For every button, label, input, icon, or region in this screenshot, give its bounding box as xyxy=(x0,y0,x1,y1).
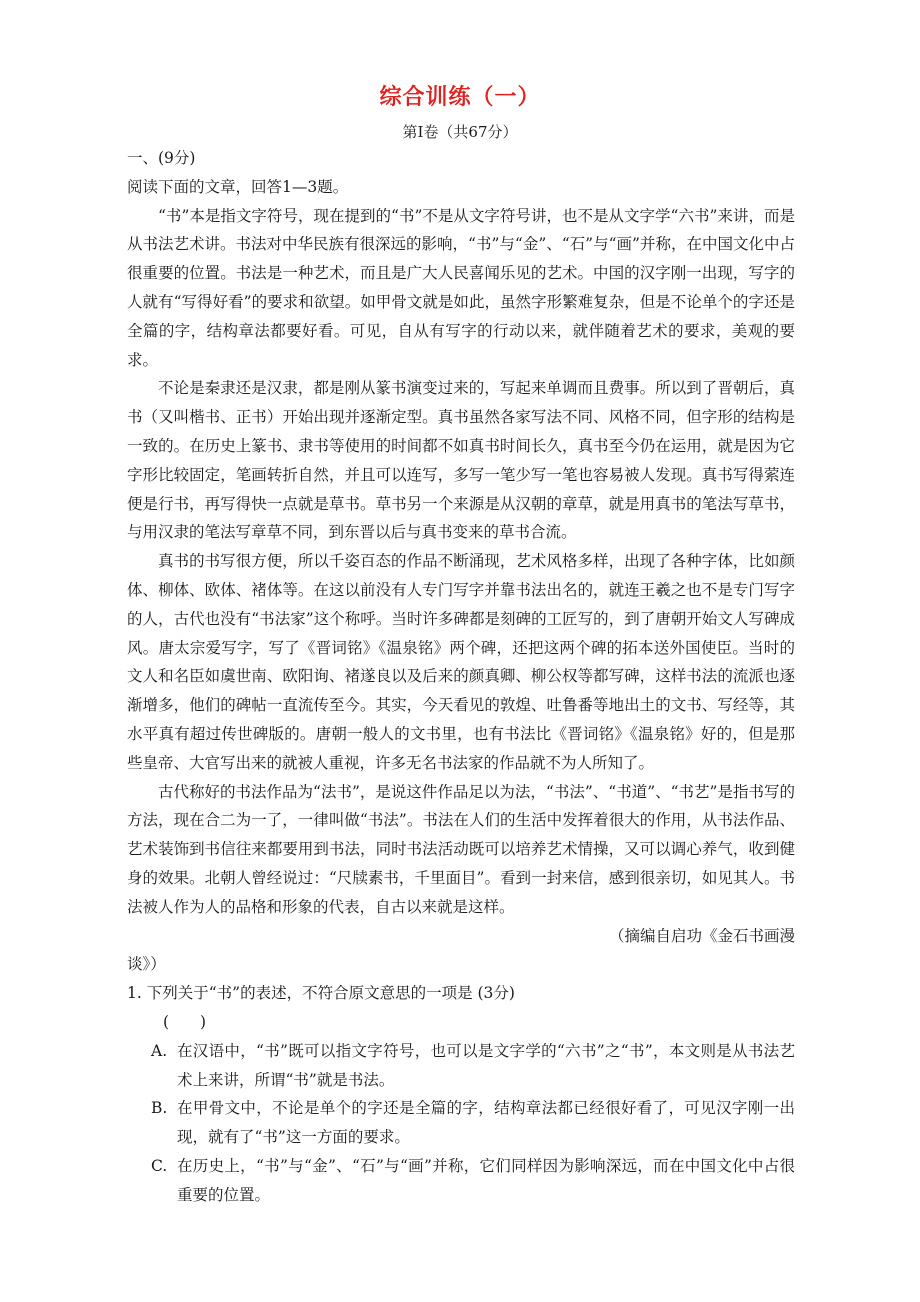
option-letter: A. xyxy=(151,1041,168,1060)
section-subtitle: 第Ⅰ卷（共67分） xyxy=(402,123,518,141)
option-text: 在甲骨文中，不论是单个的字还是全篇的字，结构章法都已经很好看了，可见汉字刚一出现，就有了“书”这一方面的要求。 xyxy=(177,1099,795,1147)
passage-source-continued: 谈》） xyxy=(127,955,166,974)
answer-blank: ( ) xyxy=(163,1012,207,1031)
passage-paragraph-1: “书”本是指文字符号，现在提到的“书”不是从文字符号讲，也不是从文字学“六书”来讲，而是从书法艺术讲。书法对中华民族有很深远的影响，“书”与“金”、“石”与“画”并称，在中国文化中占很重要的位置。书法是一种艺术，而且是广大人民喜闻乐见的艺术。中国的汉字刚一出现，写字的人就有“写得好看”的要求和欲望。如甲骨文就是如此，虽然字形繁难复杂，但是不论单个的字还是全篇的字，结构章法都要好看。可见，自从有写字的行动以来，就伴随着艺术的要求，美观的要求。 xyxy=(127,206,795,369)
option-letter: C. xyxy=(151,1156,168,1175)
section-label: 一、(9分) xyxy=(127,149,196,167)
question-stem: 1. 下列关于“书”的表述，不符合原文意思的一项是 (3分) xyxy=(127,984,515,1003)
option-b xyxy=(127,1094,795,1152)
passage-paragraph-4: 古代称好的书法作品为“法书”，是说这件作品足以为法，“书法”、“书道”、“书艺”是指书写的方法，现在合二为一了，一律叫做“书法”。书法在人们的生活中发挥着很大的作用，从书法作品、艺术装饰到书信往来都要用到书法，同时书法活动既可以培养艺术情操，又可以调心养气，收到健身的效果。北朝人曾经说过：“尺牍素书，千里面目”。看到一封来信，感到很亲切，如见其人。书法被人作为人的品格和形象的代表，自古以来就是这样。 xyxy=(127,782,795,916)
document-body xyxy=(127,144,795,1209)
passage-paragraph-3: 真书的书写很方便，所以千姿百态的作品不断涌现，艺术风格多样，出现了各种字体，比如颜体、柳体、欧体、褚体等。在这以前没有人专门写字并靠书法出名的，就连王羲之也不是专门写字的人，古代也没有“书法家”这个称呼。当时许多碑都是刻碑的工匠写的，到了唐朝开始文人写碑成风。唐太宗爱写字，写了《晋词铭》《温泉铭》两个碑，还把这两个碑的拓本送外国使臣。当时的文人和名臣如虞世南、欧阳询、褚遂良以及后来的颜真卿、柳公权等都写碑，这样书法的流派也逐渐增多，他们的碑帖一直流传至今。其实，今天看见的敦煌、吐鲁番等地出土的文书、写经等，其水平真有超过传世碑版的。唐朝一般人的文书里，也有书法比《晋词铭》《温泉铭》好的，但是那些皇帝、大官写出来的就被人重视，许多无名书法家的作品就不为人所知了。 xyxy=(127,552,795,772)
option-letter: B. xyxy=(151,1099,168,1118)
reading-instruction: 阅读下面的文章，回答1—3题。 xyxy=(127,177,349,196)
option-c xyxy=(127,1152,795,1210)
option-text: 在汉语中，“书”既可以指文字符号，也可以是文字学的“六书”之“书”，本文则是从书法艺术上来讲，所谓“书”就是书法。 xyxy=(177,1041,795,1089)
page-title: 综合训练（一） xyxy=(379,84,541,110)
option-a xyxy=(127,1037,795,1095)
option-text: 在历史上，“书”与“金”、“石”与“画”并称，它们同样因为影响深远，而在中国文化中占很重要的位置。 xyxy=(177,1156,795,1204)
passage-source: （摘编自启功《金石书画漫 xyxy=(608,926,795,945)
passage-paragraph-2: 不论是秦隶还是汉隶，都是刚从篆书演变过来的，写起来单调而且费事。所以到了晋朝后，真书（又叫楷书、正书）开始出现并逐渐定型。真书虽然各家写法不同、风格不同，但字形的结构是一致的。在历史上篆书、隶书等使用的时间都不如真书时间长久，真书至今仍在运用，就是因为它字形比较固定，笔画转折自然，并且可以连写，多写一笔少写一笔也容易被人发现。真书写得萦连便是行书，再写得快一点就是草书。草书另一个来源是从汉朝的章草，就是用真书的笔法写草书，与用汉隶的笔法写章草不同，到东晋以后与真书变来的草书合流。 xyxy=(127,379,795,542)
